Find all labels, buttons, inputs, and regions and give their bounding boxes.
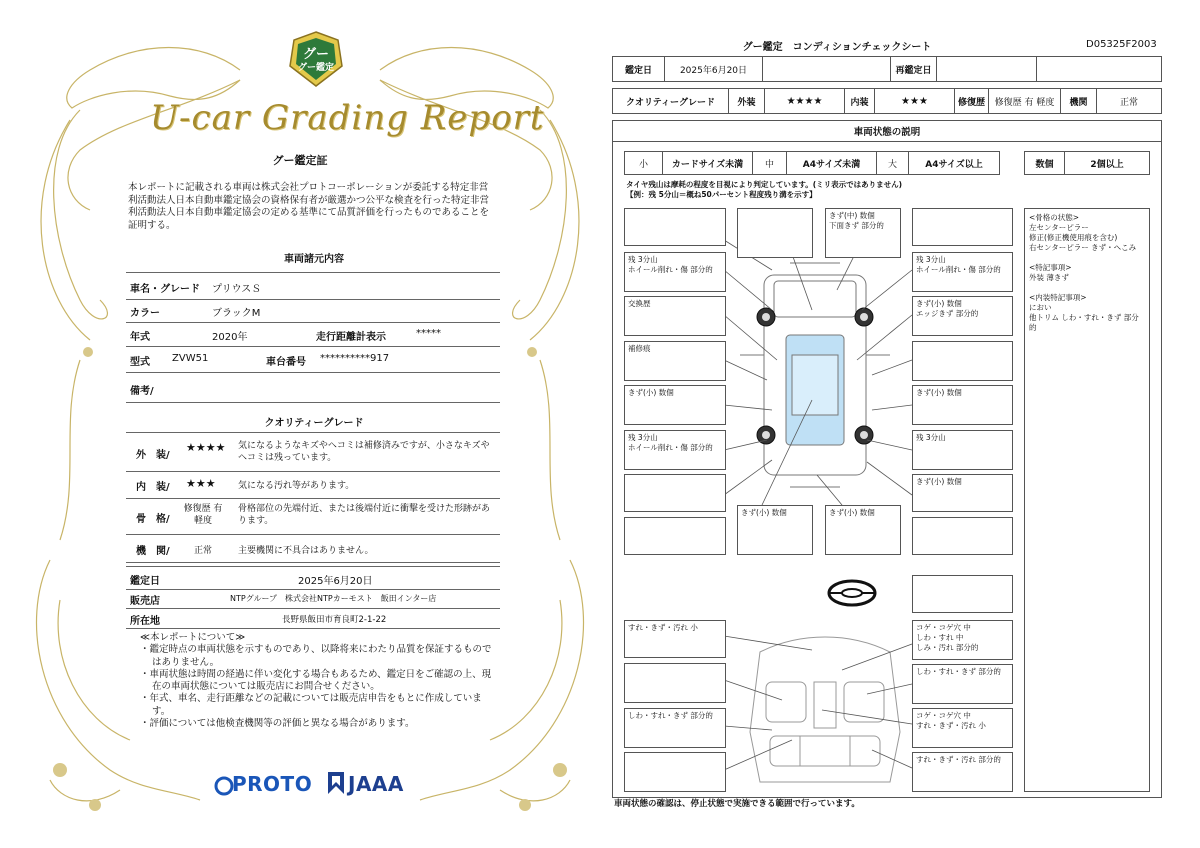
size-mid-desc: A4サイズ未満 [787, 152, 877, 174]
info-row-dealer [126, 588, 500, 609]
spec-row-year [126, 322, 500, 347]
type-value: ZVW51 [172, 353, 209, 364]
note-item: ・鑑定時点の車両状態を示すものであり、以降将来にわたり品質を保証するものではありません。 [140, 644, 492, 668]
date-label: 鑑定日 [130, 576, 160, 587]
note-box-int-left-4 [624, 752, 726, 792]
quality-heading: クオリティーグレード [264, 418, 364, 429]
chassis-label: 車台番号 [266, 357, 306, 368]
exterior-stars: ★★★★ [186, 441, 226, 454]
recheck-label: 再鑑定日 [891, 57, 937, 81]
note-item: ・評価については他検査機関等の評価と異なる場合があります。 [140, 718, 415, 730]
spec-row-color [126, 298, 500, 323]
note-box-steering [912, 575, 1013, 613]
engine-grade: 正常 [194, 546, 213, 556]
note-box-int-right-3: コゲ・コゲ穴 中 すれ・きず・汚れ 小 [912, 708, 1013, 748]
engine-text: 主要機関に不具合はありません。 [238, 546, 374, 556]
tire-note-1: タイヤ残山は摩耗の程度を目視により判定しています。(ミリ表示ではありません) [626, 180, 903, 189]
note-box-left-5: 残 3分山 ホイール削れ・傷 部分的 [624, 430, 726, 470]
recheck-value-cell [937, 57, 1037, 81]
note-item: ・年式、車名、走行距離などの記載については販売店申告をもとに作成しています。 [140, 693, 482, 717]
note-box-left-7 [624, 517, 726, 555]
color-label: カラー [130, 308, 160, 319]
sheet-int-value: ★★★ [875, 89, 955, 113]
spec-row-remarks [126, 372, 500, 403]
info-row-date [126, 566, 500, 590]
engine-label: 機 関/ [136, 546, 170, 557]
note-box-bottom-1: きず(小) 数個 [737, 505, 813, 555]
steering-wheel-icon [826, 578, 878, 608]
date-value: 2025年6月20日 [298, 576, 373, 587]
model-value: プリウスＳ [212, 284, 262, 295]
certificate-intro: 本レポートに記載される車両は株式会社プロトコーポレーションが委託する特定非営利活動法人日本自動車鑑定協会の資格保有者が厳選かつ公平な検査を行った特定非営利活動法人日本自動車鑑定協会の定める基準にて品質評価を行ったものであることを証明する。 [128, 182, 490, 231]
model-label: 車名・グレード [130, 284, 200, 295]
count-label: 数個 [1025, 152, 1065, 174]
address-value: 長野県飯田市育良町2-1-22 [282, 615, 387, 625]
count-legend [1024, 151, 1150, 175]
dealer-value: NTPグループ 株式会社NTPカーモスト 飯田インター店 [230, 594, 437, 603]
remarks-label: 備考/ [130, 386, 154, 397]
note-box-right-0 [912, 208, 1013, 246]
note-box-left-6 [624, 474, 726, 512]
note-box-right-2: きず(小) 数個 エッジきず 部分的 [912, 296, 1013, 336]
quality-row [612, 88, 1162, 114]
note-box-right-3 [912, 341, 1013, 381]
certificate-title: グー鑑定証 [272, 154, 328, 167]
note-box-right-4: きず(小) 数個 [912, 385, 1013, 425]
sheet-engine-value: 正常 [1119, 97, 1138, 108]
year-label: 年式 [130, 332, 150, 343]
note-box-left-0 [624, 208, 726, 246]
note-box-top-left [737, 208, 813, 258]
sheet-repair-label: 修復歴 [955, 89, 989, 113]
sheet-int-label: 内装 [845, 89, 875, 113]
size-small-desc: カードサイズ未満 [663, 152, 753, 174]
date-blank-cell [763, 57, 891, 81]
size-large: 大 [877, 152, 909, 174]
count-desc: 2個以上 [1090, 159, 1124, 170]
spec-row-type [126, 346, 500, 373]
exterior-label: 外 装/ [136, 450, 170, 461]
spec-row-model [126, 272, 500, 300]
status-heading: 車両状態の説明 [612, 120, 1162, 142]
svg-text:グー: グー [302, 47, 330, 62]
mileage-label: 走行距離計表示 [316, 332, 386, 343]
frame-label: 骨 格/ [136, 514, 170, 525]
specs-heading: 車両諸元内容 [284, 254, 344, 265]
sheet-date-value: 2025年6月20日 [665, 57, 763, 81]
jaaa-logo: JAAA [348, 772, 404, 796]
proto-logo: PROTO [232, 772, 313, 796]
sheet-ext-label: 外装 [729, 89, 765, 113]
emblem-text: グー鑑定 [297, 63, 334, 73]
info-row-address [126, 608, 500, 629]
size-legend [624, 151, 1000, 175]
sheet-quality-label: クオリティーグレード [613, 89, 729, 113]
note-box-int-right-2: しわ・すれ・きず 部分的 [912, 664, 1013, 704]
note-box-right-7 [912, 517, 1013, 555]
exterior-text: 気になるようなキズやヘコミは補修済みですが、小さなキズやヘコミは残っています。 [238, 441, 490, 463]
grade-row-frame [126, 498, 500, 535]
note-box-int-left-1: すれ・きず・汚れ 小 [624, 620, 726, 658]
sheet-repair-value: 修復歴 有 軽度 [989, 89, 1061, 113]
interior-text: 気になる汚れ等があります。 [238, 481, 355, 491]
grade-row-engine [126, 534, 500, 563]
jaaa-logo-icon [326, 770, 346, 796]
dealer-label: 販売店 [130, 596, 160, 607]
note-box-left-4: きず(小) 数個 [624, 385, 726, 425]
note-box-int-left-3: しわ・すれ・きず 部分的 [624, 708, 726, 748]
side-notes: <骨格の状態> 左センターピラー 修正(修正機使用痕を含む) 右センターピラー きず・へこみ <特記事項> 外装 薄きず <内装特記事項> におい 他トリム しわ・すれ・きず 部分的 [1024, 208, 1150, 792]
frame-text: 骨格部位の先端付近、または後端付近に衝撃を受けた形跡があります。 [238, 504, 491, 526]
sheet-date-label: 鑑定日 [613, 57, 665, 81]
note-box-int-left-2 [624, 663, 726, 703]
size-small: 小 [625, 152, 663, 174]
year-value: 2020年 [212, 332, 248, 343]
grade-row-exterior [126, 432, 500, 472]
chassis-value: **********917 [320, 353, 390, 364]
interior-stars: ★★★ [186, 477, 216, 490]
notes-title: ≪本レポートについて≫ [140, 632, 246, 643]
note-box-left-3: 補修痕 [624, 341, 726, 381]
frame-grade: 修復歴 有 軽度 [183, 504, 223, 526]
note-box-int-right-1: コゲ・コゲ穴 中 しわ・すれ 中 しみ・汚れ 部分的 [912, 620, 1013, 660]
note-box-right-5: 残 3分山 [912, 430, 1013, 470]
date-row [612, 56, 1162, 82]
note-box-right-6: きず(小) 数個 [912, 474, 1013, 512]
address-label: 所在地 [130, 616, 160, 627]
interior-label: 内 装/ [136, 482, 170, 493]
type-label: 型式 [130, 357, 150, 368]
sheet-title: グー鑑定 コンディションチェックシート [742, 42, 932, 53]
note-box-left-2: 交換歴 [624, 296, 726, 336]
note-box-bottom-2: きず(小) 数個 [825, 505, 901, 555]
sheet-ext-value: ★★★★ [765, 89, 845, 113]
size-large-desc: A4サイズ以上 [925, 159, 983, 170]
sheet-code: D05325F2003 [1086, 39, 1157, 50]
color-value: ブラックM [212, 308, 261, 319]
mileage-value: ***** [416, 328, 441, 339]
report-notes [140, 632, 500, 730]
report-script-title: U-car Grading Report [150, 98, 545, 138]
note-box-int-right-4: すれ・きず・汚れ 部分的 [912, 752, 1013, 792]
size-mid: 中 [753, 152, 787, 174]
tire-note-2: 【例：残 5分山＝概ね50パーセント程度残り溝を示す】 [626, 190, 817, 199]
note-box-right-1: 残 3分山 ホイール削れ・傷 部分的 [912, 252, 1013, 292]
grade-row-interior [126, 470, 500, 499]
sheet-engine-label: 機関 [1061, 89, 1097, 113]
note-box-top-mid: きず(中) 数個 下面きず 部分的 [825, 208, 901, 258]
sheet-footer: 車両状態の確認は、停止状態で実施できる範囲で行っています。 [614, 799, 860, 809]
note-item: ・車両状態は時間の経過に伴い変化する場合もあるため、鑑定日をご確認の上、現在の車両状態については販売店にお問合せください。 [140, 668, 492, 693]
note-box-left-1: 残 3分山 ホイール削れ・傷 部分的 [624, 252, 726, 292]
